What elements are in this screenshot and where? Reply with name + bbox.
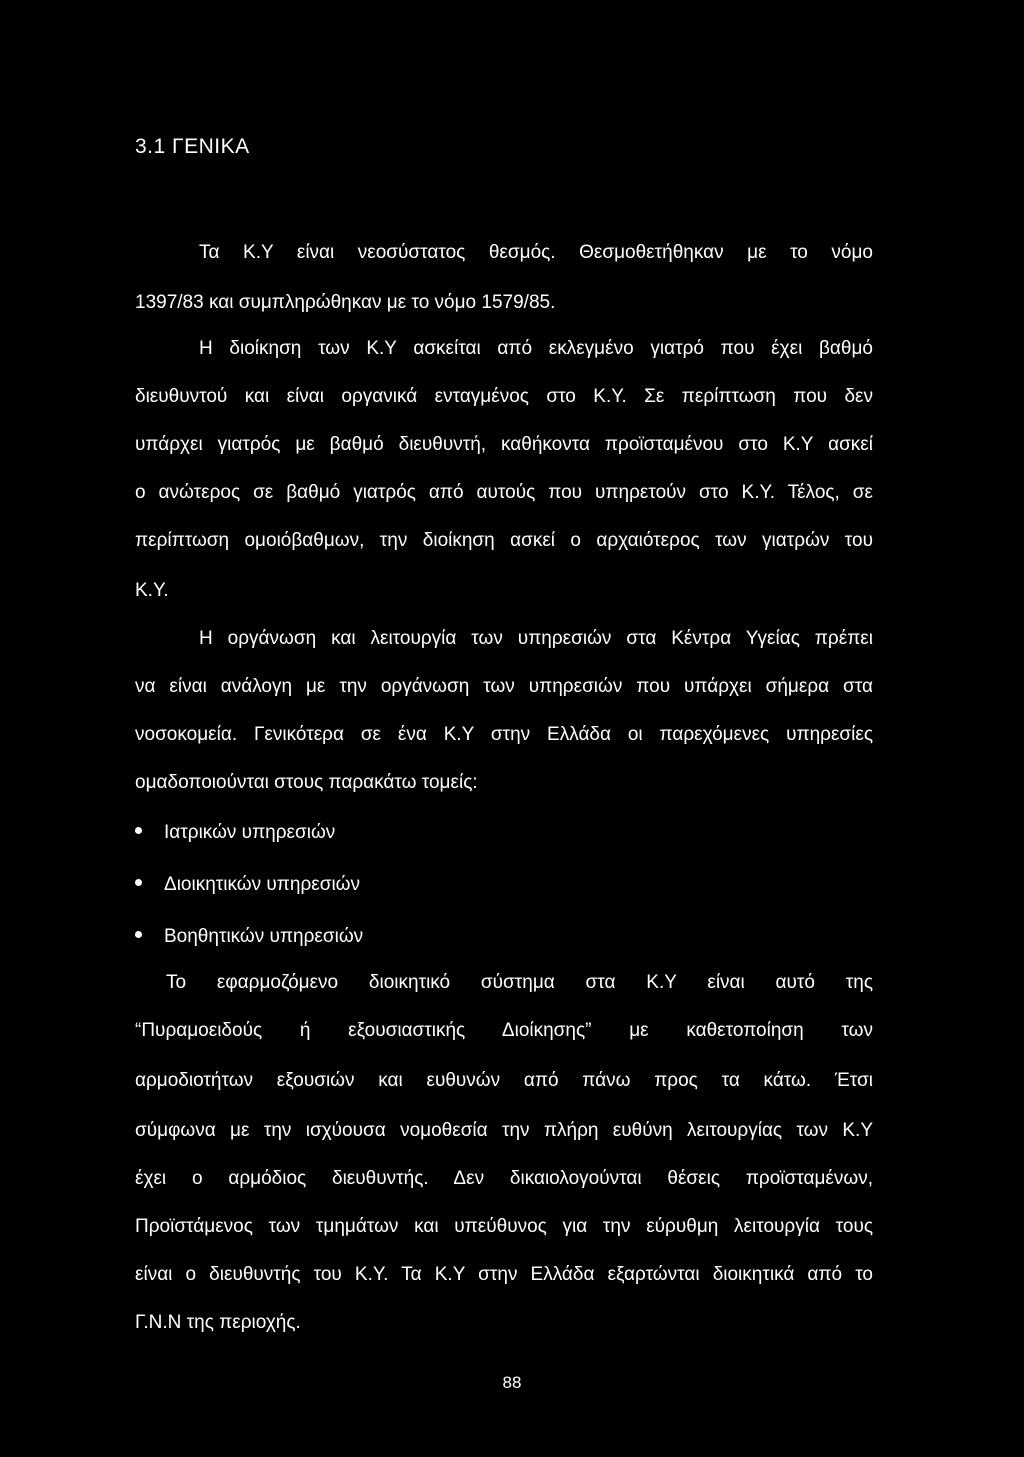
paragraph-4-line-4: σύμφωνα με την ισχύουσα νομοθεσία την πλήρη ευθύνη λειτουργίας των Κ.Υ [135, 1120, 873, 1141]
paragraph-4-line-7: είναι ο διευθυντής του Κ.Υ. Τα Κ.Υ στην Ελλάδα εξαρτώνται διοικητικά από το [135, 1264, 873, 1285]
paragraph-2-line-4: ο ανώτερος σε βαθμό γιατρός από αυτούς που υπηρετούν στο Κ.Υ. Τέλος, σε [135, 482, 873, 503]
bullet-item [135, 820, 335, 846]
paragraph-3-line-1: Η οργάνωση και λειτουργία των υπηρεσιών στα Κέντρα Υγείας πρέπει [199, 628, 873, 649]
page-number: 88 [502, 1373, 522, 1392]
bullet-dot-icon [135, 827, 142, 834]
bullet-text: Ιατρικών υπηρεσιών [164, 822, 336, 843]
paragraph-2-line-6: Κ.Υ. [135, 580, 169, 601]
bullet-item [135, 924, 363, 950]
paragraph-2-line-5: περίπτωση ομοιόβαθμων, την διοίκηση ασκεί ο αρχαιότερος των γιατρών του [135, 530, 873, 551]
paragraph-4-line-5: έχει ο αρμόδιος διευθυντής. Δεν δικαιολογούνται θέσεις προϊσταμένων, [135, 1168, 873, 1189]
bullet-text: Βοηθητικών υπηρεσιών [164, 926, 364, 947]
bullet-item [135, 872, 360, 898]
paragraph-4-line-1: Το εφαρμοζόμενο διοικητικό σύστημα στα Κ.Υ είναι αυτό της [166, 972, 873, 993]
paragraph-3-line-2: να είναι ανάλογη με την οργάνωση των υπηρεσιών που υπάρχει σήμερα στα [135, 676, 873, 697]
paragraph-1-line-2: 1397/83 και συμπληρώθηκαν με το νόμο 1579/85. [135, 292, 556, 313]
paragraph-3-line-4: ομαδοποιούνται στους παρακάτω τομείς: [135, 772, 478, 793]
bullet-dot-icon [135, 879, 142, 886]
paragraph-4-line-6: Προϊστάμενος των τμημάτων και υπεύθυνος για την εύρυθμη λειτουργία τους [135, 1216, 873, 1237]
paragraph-4-line-3: αρμοδιοτήτων εξουσιών και ευθυνών από πάνω προς τα κάτω. Έτσι [135, 1070, 873, 1091]
paragraph-2-line-3: υπάρχει γιατρός με βαθμό διευθυντή, καθήκοντα προϊσταμένου στο Κ.Υ ασκεί [135, 434, 873, 455]
paragraph-2-line-2: διευθυντού και είναι οργανικά ενταγμένος στο Κ.Υ. Σε περίπτωση που δεν [135, 386, 873, 407]
paragraph-4-line-8: Γ.Ν.Ν της περιοχής. [135, 1312, 301, 1333]
section-heading: 3.1 ΓΕΝΙΚΑ [135, 135, 250, 158]
paragraph-4-line-2: “Πυραμοειδούς ή εξουσιαστικής Διοίκησης” με καθετοποίηση των [135, 1020, 873, 1041]
paragraph-1-line-1: Τα Κ.Υ είναι νεοσύστατος θεσμός. Θεσμοθετήθηκαν με το νόμο [199, 242, 873, 263]
bullet-dot-icon [135, 931, 142, 938]
paragraph-2-line-1: Η διοίκηση των Κ.Υ ασκείται από εκλεγμένο γιατρό που έχει βαθμό [199, 338, 873, 359]
bullet-text: Διοικητικών υπηρεσιών [164, 874, 361, 895]
paragraph-3-line-3: νοσοκομεία. Γενικότερα σε ένα Κ.Υ στην Ελλάδα οι παρεχόμενες υπηρεσίες [135, 724, 873, 745]
